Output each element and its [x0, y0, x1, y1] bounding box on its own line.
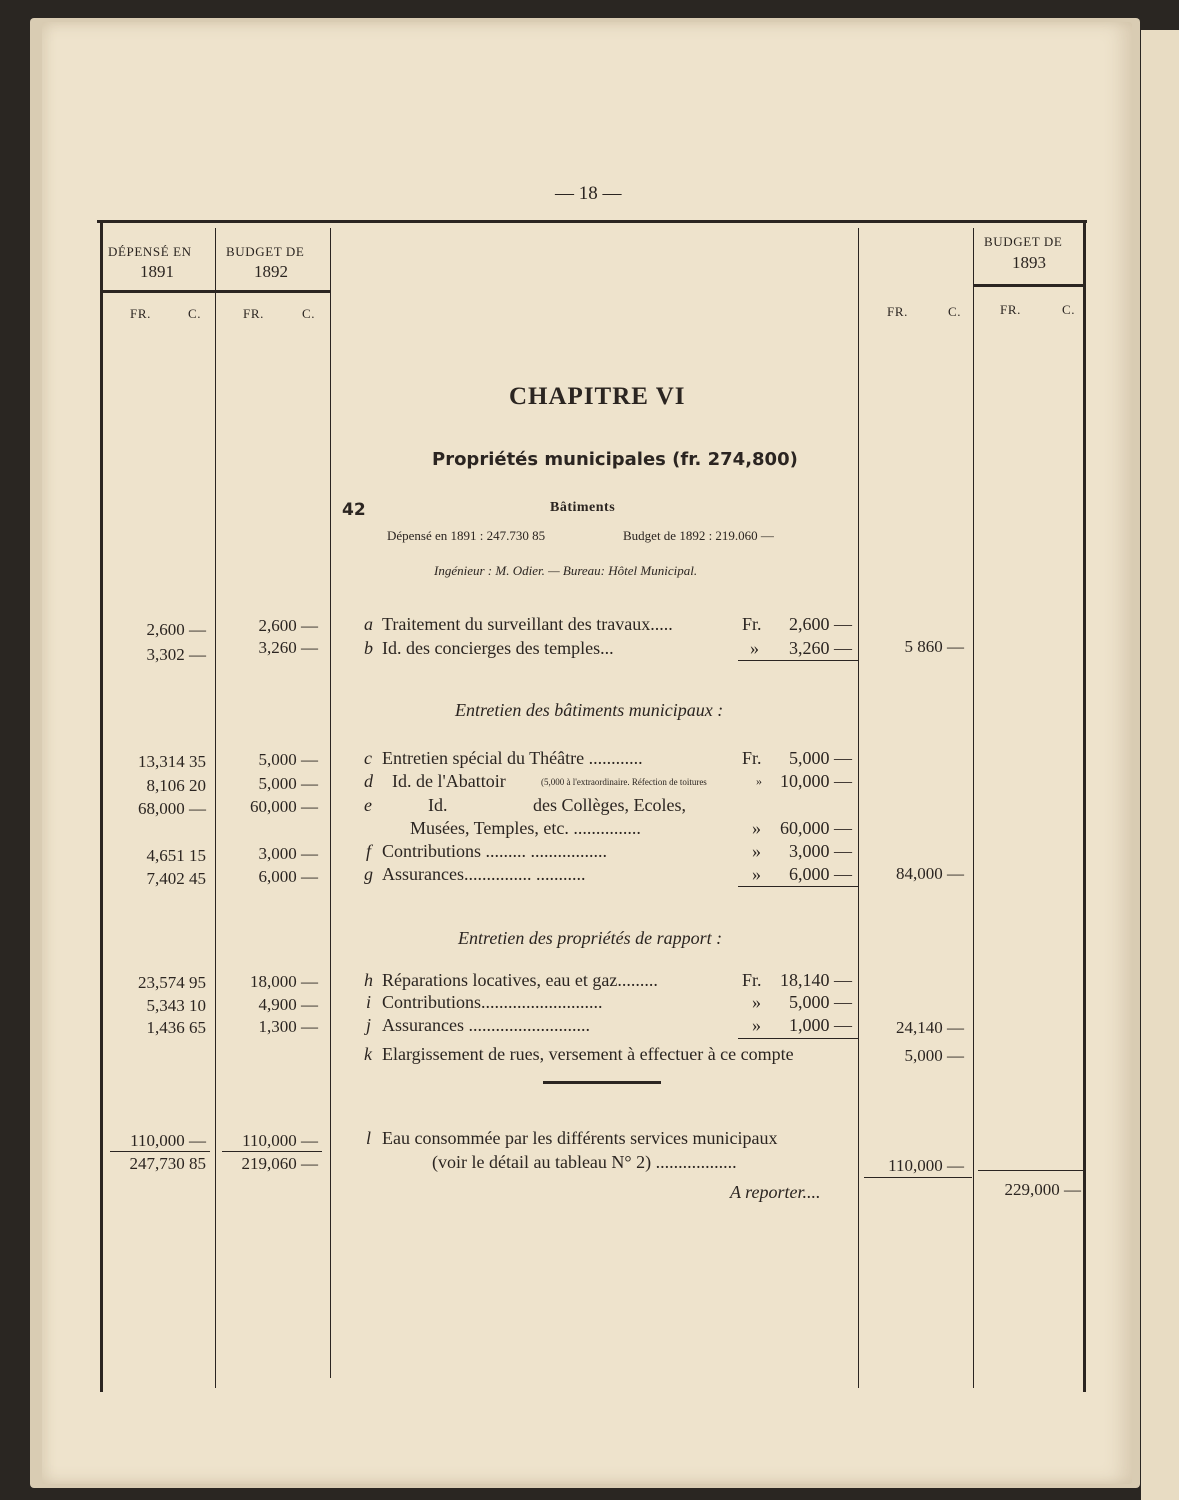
- col1-unit-c: C.: [188, 306, 202, 321]
- row-b-total: 5 860 —: [904, 637, 964, 656]
- row-d-unit: »: [756, 774, 762, 788]
- row-i-1892: 4,900 —: [258, 995, 318, 1014]
- row-k-letter: k: [364, 1044, 372, 1064]
- col2-unit-fr: FR.: [243, 306, 264, 321]
- row-e-unit: »: [752, 818, 761, 838]
- section-heading-batiments: Entretien des bâtiments municipaux :: [455, 700, 724, 720]
- row-d-amount: 10,000 —: [780, 771, 852, 791]
- row-a-unit: Fr.: [742, 614, 762, 634]
- col4-total-rule: [978, 1170, 1084, 1171]
- col1-header-label: DÉPENSÉ EN: [108, 244, 192, 259]
- row-a-1892: 2,600 —: [258, 616, 318, 635]
- col2-header-year: 1892: [254, 262, 288, 281]
- row-a-letter: a: [364, 614, 373, 634]
- row-l-letter: l: [366, 1128, 372, 1148]
- col1-unit-fr: FR.: [130, 306, 151, 321]
- table-left-rule: [100, 222, 103, 1392]
- row-b-letter: b: [364, 638, 373, 658]
- row-b-1892: 3,260 —: [258, 638, 318, 657]
- row-j-1892: 1,300 —: [258, 1017, 318, 1036]
- header-rule-left: [100, 290, 330, 293]
- col3-unit-c: C.: [948, 304, 962, 319]
- row-c-1891: 13,314 35: [138, 752, 206, 771]
- row-g-subtotal-rule: [738, 886, 858, 887]
- row-c-unit: Fr.: [742, 748, 762, 768]
- row-j-unit: »: [752, 1015, 761, 1035]
- row-l-1891: 110,000 —: [130, 1131, 206, 1150]
- table-top-rule: [97, 220, 1087, 223]
- col2-rule: [330, 228, 331, 1378]
- row-a-amount: 2,600 —: [789, 614, 852, 634]
- row-j-1891: 1,436 65: [146, 1018, 206, 1037]
- row-d-1892: 5,000 —: [258, 774, 318, 793]
- chapter-title: CHAPITRE VI: [509, 383, 686, 410]
- row-g-1892: 6,000 —: [258, 867, 318, 886]
- row-j-text: Assurances ...........................: [382, 1015, 590, 1035]
- row-h-letter: h: [364, 970, 373, 990]
- row-g-1891: 7,402 45: [146, 869, 206, 888]
- row-c-amount: 5,000 —: [789, 748, 852, 768]
- row-l-1892: 110,000 —: [242, 1131, 318, 1150]
- row-j-total: 24,140 —: [896, 1018, 964, 1037]
- col2-total-rule: [222, 1151, 322, 1152]
- row-e-amount: 60,000 —: [780, 818, 852, 838]
- row-g-total: 84,000 —: [896, 864, 964, 883]
- a-reporter-label: A reporter....: [730, 1182, 821, 1202]
- row-f-text: Contributions ......... .................: [382, 841, 608, 861]
- row-e-1892: 60,000 —: [250, 797, 318, 816]
- row-g-amount: 6,000 —: [789, 864, 852, 884]
- row-j-amount: 1,000 —: [789, 1015, 852, 1035]
- row-k-total: 5,000 —: [904, 1046, 964, 1065]
- chapter-subtitle: Propriétés municipales (fr. 274,800): [432, 449, 798, 470]
- row-g-letter: g: [364, 864, 373, 884]
- table-right-rule: [1083, 222, 1086, 1392]
- row-f-1892: 3,000 —: [258, 844, 318, 863]
- row-e-text: Id. des Collèges, Ecoles,: [428, 795, 686, 815]
- col1-header-year: 1891: [140, 262, 174, 281]
- row-d-1891: 8,106 20: [146, 776, 206, 795]
- page-number: — 18 —: [555, 183, 622, 204]
- section-heading-rapport: Entretien des propriétés de rapport :: [458, 928, 723, 948]
- article-number: 42: [342, 500, 366, 520]
- row-e-letter: e: [364, 795, 372, 815]
- row-h-1891: 23,574 95: [138, 973, 206, 992]
- row-b-subtotal-rule: [738, 660, 858, 661]
- col4-header-year: 1893: [1012, 253, 1046, 272]
- row-g-text: Assurances............... ...........: [382, 864, 586, 884]
- col2-header-label: BUDGET DE: [226, 244, 305, 259]
- col1-total: 247,730 85: [129, 1154, 206, 1173]
- facing-page-edge: [1141, 30, 1179, 1500]
- section-separator: [543, 1081, 661, 1084]
- row-f-amount: 3,000 —: [789, 841, 852, 861]
- row-i-1891: 5,343 10: [146, 996, 206, 1015]
- col3-total-rule: [864, 1177, 972, 1178]
- col3-rule: [858, 228, 859, 1388]
- col4-unit-c: C.: [1062, 302, 1076, 317]
- col1-total-rule: [110, 1151, 210, 1152]
- col4-unit-fr: FR.: [1000, 302, 1021, 317]
- row-g-unit: »: [752, 864, 761, 884]
- row-h-unit: Fr.: [742, 970, 762, 990]
- col1-rule: [215, 228, 216, 1388]
- row-h-amount: 18,140 —: [780, 970, 852, 990]
- row-b-text: Id. des concierges des temples...: [382, 638, 614, 658]
- col2-unit-c: C.: [302, 306, 316, 321]
- row-f-unit: »: [752, 841, 761, 861]
- row-f-letter: f: [366, 841, 372, 861]
- col2-total: 219,060 —: [241, 1154, 318, 1173]
- article-budget-1892: Budget de 1892 : 219.060 —: [623, 528, 774, 543]
- row-b-amount: 3,260 —: [789, 638, 852, 658]
- row-c-letter: c: [364, 748, 372, 768]
- row-b-1891: 3,302 —: [146, 645, 206, 664]
- row-d-note: (5,000 à l'extraordinaire. Réfection de toitures: [541, 777, 707, 787]
- row-k-text: Elargissement de rues, versement à effectuer à ce compte: [382, 1044, 794, 1064]
- header-rule-right: [973, 284, 1085, 287]
- row-l-total: 110,000 —: [888, 1156, 964, 1175]
- row-f-1891: 4,651 15: [146, 846, 206, 865]
- col4-rule: [973, 228, 974, 1388]
- engineer-line: Ingénieur : M. Odier. — Bureau: Hôtel Municipal.: [434, 563, 698, 578]
- row-h-1892: 18,000 —: [250, 972, 318, 991]
- row-c-text: Entretien spécial du Théâtre ............: [382, 748, 643, 768]
- row-j-subtotal-rule: [738, 1038, 858, 1039]
- row-d-letter: d: [364, 771, 373, 791]
- row-i-letter: i: [366, 992, 372, 1012]
- row-c-1892: 5,000 —: [258, 750, 318, 769]
- col4-header-label: BUDGET DE: [984, 234, 1063, 249]
- col3-unit-fr: FR.: [887, 304, 908, 319]
- row-a-1891: 2,600 —: [146, 620, 206, 639]
- article-spent-1891: Dépensé en 1891 : 247.730 85: [387, 528, 546, 543]
- row-i-text: Contributions...........................: [382, 992, 603, 1012]
- row-i-amount: 5,000 —: [789, 992, 852, 1012]
- row-a-text: Traitement du surveillant des travaux.....: [382, 614, 673, 634]
- row-j-letter: j: [366, 1015, 372, 1035]
- row-i-unit: »: [752, 992, 761, 1012]
- article-title: Bâtiments: [550, 500, 616, 515]
- row-e-1891: 68,000 —: [138, 799, 206, 818]
- row-l-text-continued: (voir le détail au tableau N° 2) ..................: [432, 1152, 737, 1172]
- a-reporter-total: 229,000 —: [1004, 1180, 1081, 1199]
- row-h-text: Réparations locatives, eau et gaz.........: [382, 970, 658, 990]
- row-l-text: Eau consommée par les différents services municipaux: [382, 1128, 778, 1148]
- row-b-unit: »: [750, 638, 759, 658]
- row-d-text: Id. de l'Abattoir: [392, 771, 506, 791]
- row-e-text-continued: Musées, Temples, etc. ...............: [410, 818, 641, 838]
